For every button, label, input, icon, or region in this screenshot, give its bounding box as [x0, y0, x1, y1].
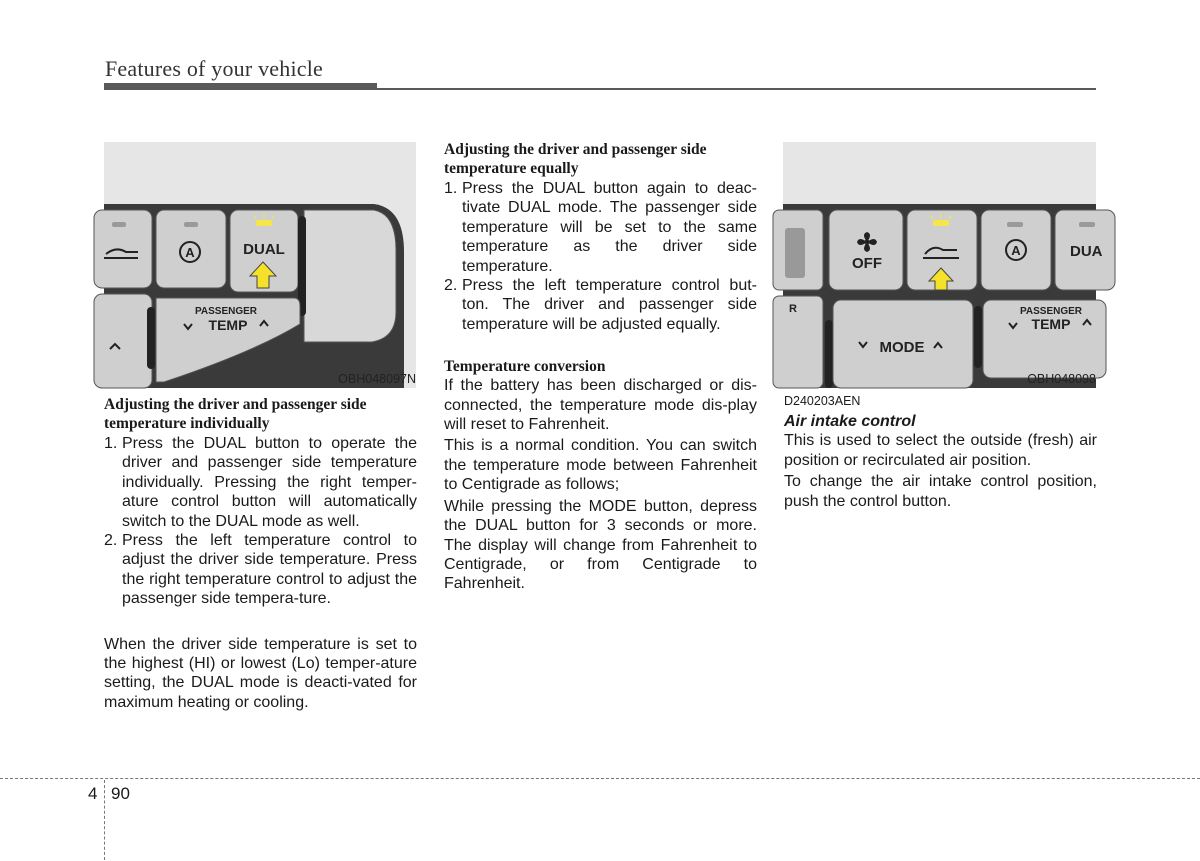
footer-divider — [0, 778, 1200, 779]
paragraph: This is a normal condition. You can switch the temperature mode between Fahrenheit to Centigrade as follows; — [444, 437, 757, 494]
column-3 — [784, 393, 1097, 511]
r-label: R — [789, 303, 797, 315]
section-heading: Adjusting the driver and passenger side temperature equally — [444, 141, 707, 177]
section-code: D240203AEN — [784, 394, 861, 408]
temp-label: TEMP — [1031, 316, 1071, 332]
page-number: 90 — [111, 784, 130, 803]
section-heading: Adjusting the driver and passenger side temperature individually — [104, 396, 367, 432]
paragraph: This is used to select the outside (fresh) air position or recirculated air position. — [784, 432, 1097, 469]
figure-dual-button — [104, 142, 416, 388]
mode-label: MODE — [879, 339, 925, 356]
section-heading: Air intake control — [784, 413, 916, 430]
svg-text:A: A — [1011, 243, 1021, 258]
header-title: Features of your vehicle — [105, 56, 324, 81]
column-2 — [444, 140, 757, 594]
dual-label: DUAL — [243, 241, 285, 258]
list-item: 2. Press the left temperature control but-ton. The driver and passenger side temperature will be adjusted equally. — [444, 277, 757, 333]
list-item: 1. Press the DUAL button to operate the driver and passenger side temperature individually. Pressing the right temper-ature control button will automatically switch to the DUAL mode as well. — [104, 435, 417, 530]
dual-label: DUA — [1070, 243, 1103, 260]
header-rule-thin — [377, 88, 1096, 90]
climate-panel-illustration-left — [104, 142, 416, 388]
paragraph: To change the air intake control position, push the control button. — [784, 473, 1097, 510]
figure-code: OBH048098 — [1027, 372, 1096, 386]
climate-panel-illustration-right — [783, 142, 1103, 388]
svg-text:A: A — [185, 245, 195, 260]
temp-label: TEMP — [208, 317, 248, 333]
footer-vertical-divider — [104, 780, 105, 860]
steps-list — [104, 434, 417, 609]
figure-code: OBH048097N — [338, 372, 416, 386]
list-item: 2. Press the left temperature control to adjust the driver side temperature. Press the right temperature control to adjust the passenger side tempera-ture. — [104, 532, 417, 608]
column-1 — [104, 395, 417, 712]
chapter-number: 4 — [88, 784, 98, 803]
paragraph: While pressing the MODE button, depress the DUAL button for 3 seconds or more. The display will change from Fahrenheit to Centigrade, or from Centigrade to Fahrenheit. — [444, 497, 757, 593]
paragraph: If the battery has been discharged or dis-connected, the temperature mode dis-play will reset to Fahrenheit. — [444, 377, 757, 434]
steps-list — [444, 179, 757, 334]
header-rule — [104, 83, 377, 90]
section-heading-2: Temperature conversion — [444, 358, 606, 376]
passenger-label: PASSENGER — [1019, 306, 1083, 317]
list-item: 1. Press the DUAL button again to deac-tivate DUAL mode. The passenger side temperature will be set to the same temperature as the driver side temperature. — [444, 180, 757, 275]
off-label: OFF — [852, 255, 882, 272]
passenger-label: PASSENGER — [194, 306, 258, 317]
figure-air-intake-button — [783, 142, 1103, 388]
paragraph: When the driver side temperature is set to the highest (HI) or lowest (Lo) temper-ature setting, the DUAL mode is deacti-vated for maximum heating or cooling. — [104, 635, 417, 711]
